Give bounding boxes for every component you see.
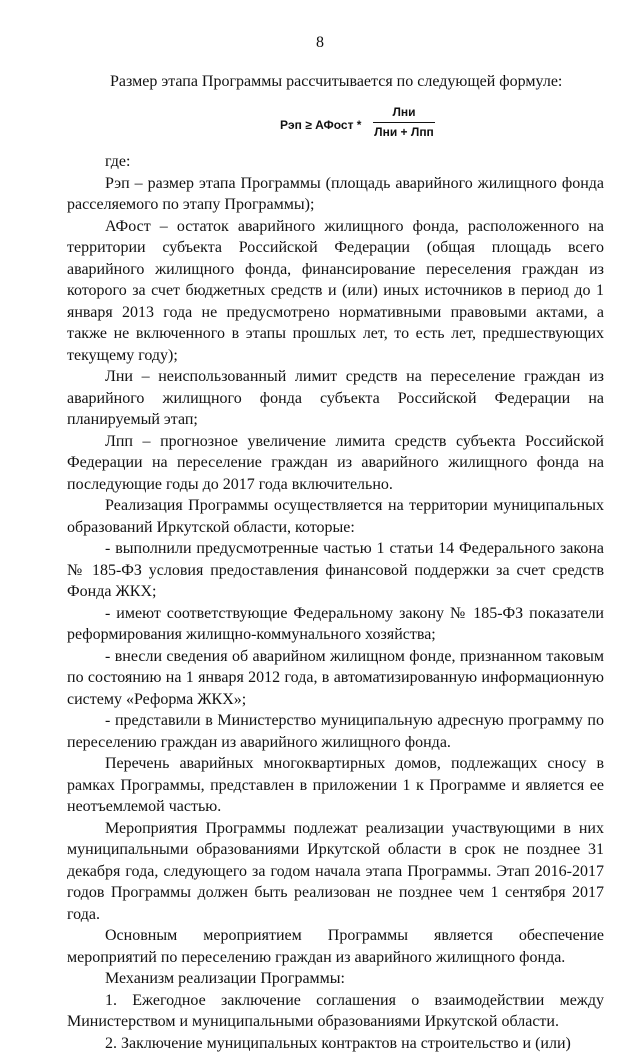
formula-numerator: Лни xyxy=(373,105,435,120)
body-text xyxy=(67,151,604,1054)
paragraph-mechanism-heading: Механизм реализации Программы: xyxy=(67,968,604,990)
paragraph-where: где: xyxy=(67,151,604,173)
formula-intro: Размер этапа Программы рассчитывается по следующей формуле: xyxy=(110,71,610,93)
paragraph-rep-definition: Рэп – размер этапа Программы (площадь аварийного жилищного фонда расселяемого по этапу Программы); xyxy=(67,173,604,216)
list-item-condition-4: - представили в Министерство муниципальную адресную программу по переселению граждан из аварийного жилищного фонда. xyxy=(67,710,604,753)
formula-lhs: Рэп ≥ АФост * xyxy=(280,118,361,132)
formula xyxy=(280,105,480,145)
paragraph-lpp-definition: Лпп – прогнозное увеличение лимита средств субъекта Российской Федерации на переселение граждан из аварийного жилищного фонда на последующие годы до 2017 года включительно. xyxy=(67,431,604,496)
paragraph-lni-definition: Лни – неиспользованный лимит средств на переселение граждан из аварийного жилищного фонда субъекта Российской Федерации на планируемый этап; xyxy=(67,366,604,431)
list-item-mechanism-1: 1. Ежегодное заключение соглашения о взаимодействии между Министерством и муниципальными образованиями Иркутской области. xyxy=(67,990,604,1033)
paragraph-main-activity: Основным мероприятием Программы является обеспечение мероприятий по переселению граждан из аварийного жилищного фонда. xyxy=(67,925,604,968)
list-item-condition-3: - внесли сведения об аварийном жилищном фонде, признанном таковым по состоянию на 1 января 2012 года, в автоматизированную информационную систему «Реформа ЖКХ»; xyxy=(67,646,604,711)
fraction-bar xyxy=(373,122,435,123)
formula-denominator: Лни + Лпп xyxy=(373,125,435,140)
page-number: 8 xyxy=(0,34,640,52)
paragraph-houses-list: Перечень аварийных многоквартирных домов, подлежащих сносу в рамках Программы, представлен в приложении 1 к Программе и является ее неотъемлемой частью. xyxy=(67,753,604,818)
formula-fraction xyxy=(373,105,435,140)
list-item-mechanism-2: 2. Заключение муниципальных контрактов на строительство и (или) xyxy=(67,1033,604,1054)
list-item-condition-2: - имеют соответствующие Федеральному закону № 185-ФЗ показатели реформирования жилищно-коммунального хозяйства; xyxy=(67,603,604,646)
paragraph-afost-definition: АФост – остаток аварийного жилищного фонда, расположенного на территории субъекта Российской Федерации (общая площадь всего аварийного жилищного фонда, финансирование переселения граждан из которого за счет бюджетных средств и (или) иных источников в период до 1 января 2013 года не предусмотрено нормативными правовыми актами, а также не включенного в этапы прошлых лет, то есть лет, предшествующих текущему году); xyxy=(67,216,604,367)
paragraph-implementation: Реализация Программы осуществляется на территории муниципальных образований Иркутской области, которые: xyxy=(67,495,604,538)
list-item-condition-1: - выполнили предусмотренные частью 1 статьи 14 Федерального закона № 185-ФЗ условия предоставления финансовой поддержки за счет средств Фонда ЖКХ; xyxy=(67,538,604,603)
paragraph-deadlines: Мероприятия Программы подлежат реализации участвующими в них муниципальными образованиями Иркутской области в срок не позднее 31 декабря года, следующего за годом начала этапа Программы. Этап 2016-2017 годов Программы должен быть реализован не позднее чем 1 сентября 2017 года. xyxy=(67,818,604,926)
